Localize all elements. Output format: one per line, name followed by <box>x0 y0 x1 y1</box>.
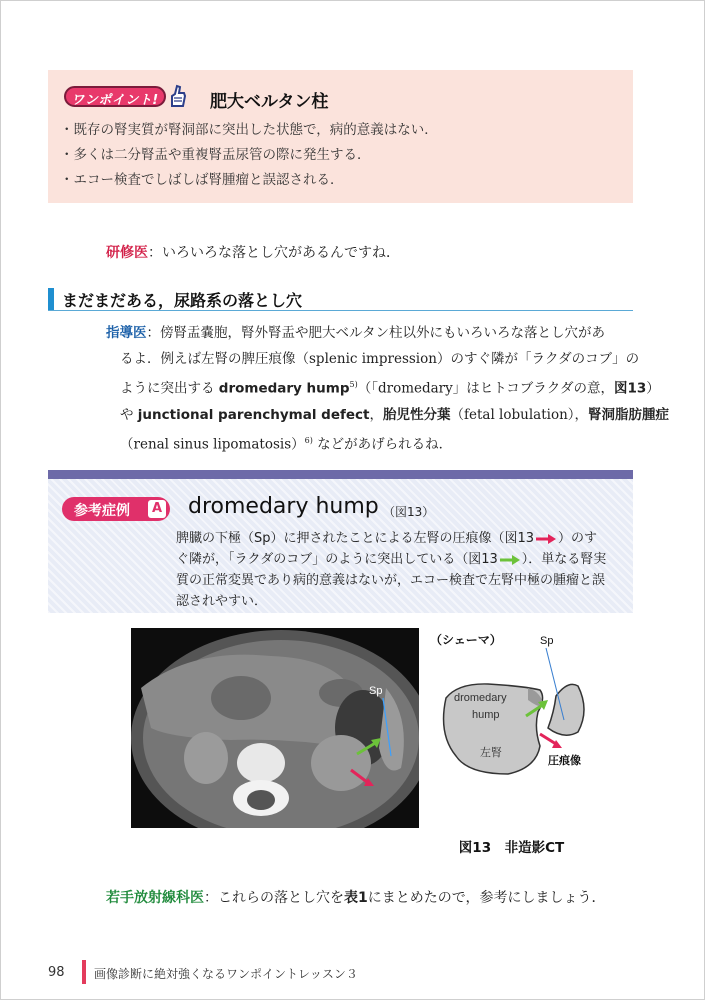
onepoint-box <box>48 70 633 203</box>
dialog-text: にまとめたので，参考にしましょう． <box>367 890 606 906</box>
case-text: 質の正常変異であり病的意義はないが，エコー検査で左腎中極の腫瘤と誤 <box>176 573 606 588</box>
para-text: （renal sinus lipomatosis） <box>120 436 305 452</box>
ct-label-sp: Sp <box>369 685 383 697</box>
onepoint-pill <box>64 86 166 107</box>
reference-sup: 6) <box>304 435 313 445</box>
para-line <box>106 346 640 372</box>
case-text: ）．単なる腎実 <box>521 552 607 567</box>
ct-image <box>131 628 419 828</box>
term-junctional: junctional parenchymal defect <box>137 406 370 423</box>
case-line <box>176 549 621 570</box>
para-text: るよ．例えば左腎の脾圧痕像（splenic impression）のすぐ隣が「ラクダのコブ」の <box>120 351 640 367</box>
speaker-resident: 研修医 <box>106 245 148 261</box>
case-badge-letter: A <box>148 500 166 518</box>
term-sinus-lipomatosis: 腎洞脂肪腫症 <box>588 406 670 423</box>
para-text: ， <box>369 406 383 423</box>
para-text: や <box>120 406 138 423</box>
case-text: 脾臓の下極（Sp）に押されたことによる左腎の圧痕像（図13 <box>176 531 535 546</box>
schema-diagram <box>428 628 628 788</box>
case-box <box>48 470 633 613</box>
case-text: ）のす <box>558 531 598 546</box>
instructor-paragraph <box>106 320 670 457</box>
para-text: ） <box>646 380 660 397</box>
list-item: ・エコー検査でしばしば腎腫瘤と誤認される． <box>60 172 344 188</box>
schema-label-sp: Sp <box>540 635 554 647</box>
para-text: （fetal lobulation）， <box>450 406 589 423</box>
case-badge-label: 参考症例 <box>74 503 130 519</box>
red-arrow-icon <box>540 734 556 744</box>
red-arrow-icon <box>534 533 558 545</box>
onepoint-badge <box>64 84 184 108</box>
footer-title: 画像診断に絶対強くなるワンポイントレッスン３ <box>94 967 358 981</box>
para-text: （「dromedary」はヒトコブラクダの意， <box>357 380 614 397</box>
dialog-text: ：これらの落とし穴を <box>204 890 344 906</box>
case-line <box>176 591 621 612</box>
para-text: ：傍腎盂嚢胞，腎外腎盂や肥大ベルタン柱以外にもいろいろな落とし穴があ <box>146 325 605 341</box>
para-text: ように突出する <box>120 380 219 397</box>
case-badge <box>62 497 170 521</box>
case-description <box>176 528 621 612</box>
green-arrow-icon <box>498 554 522 566</box>
para-text: などがあげられるね． <box>312 436 453 452</box>
footer-bar <box>82 960 86 984</box>
page-number: 98 <box>48 965 65 980</box>
case-line <box>176 570 621 591</box>
para-line <box>106 372 660 402</box>
case-title: dromedary hump <box>188 494 379 519</box>
figure-caption <box>0 836 705 856</box>
dialog-radiologist <box>106 887 605 907</box>
para-line <box>106 402 670 428</box>
section-heading <box>48 287 633 311</box>
case-text: ぐ隣が，「ラクダのコブ」のように突出している（図13 <box>176 552 498 567</box>
figure-ref: 図13 <box>613 380 647 397</box>
figure-caption-text: 図13 非造影CT <box>458 840 565 856</box>
list-item: ・既存の腎実質が腎洞部に突出した状態で，病的意義はない． <box>60 122 438 138</box>
table-ref: 表1 <box>344 890 368 906</box>
term-fetal-lobulation: 胎児性分葉 <box>382 406 451 423</box>
case-text: 認されやすい． <box>176 594 268 609</box>
para-line <box>106 428 634 458</box>
pointing-hand-icon <box>168 84 188 108</box>
schema-label-impression: 圧痕像 <box>548 755 581 767</box>
schema-title: （シェーマ） <box>430 633 502 647</box>
section-heading-text: まだまだある，尿路系の落とし穴 <box>62 291 303 310</box>
dialog-resident <box>106 242 400 262</box>
onepoint-title: 肥大ベルタン柱 <box>210 92 329 112</box>
case-line <box>176 528 621 549</box>
reference-sup: 5) <box>349 380 358 389</box>
schema-label-dromedary: dromedary <box>454 692 507 704</box>
speaker-radiologist: 若手放射線科医 <box>106 890 204 906</box>
onepoint-list <box>60 118 438 193</box>
list-item: ・多くは二分腎盂や重複腎盂尿管の際に発生する． <box>60 147 371 163</box>
onepoint-badge-label: ワンポイント! <box>71 93 159 108</box>
para-line <box>106 320 634 346</box>
schema-label-kidney: 左腎 <box>480 747 502 759</box>
section-heading-bar <box>48 288 54 310</box>
schema-label-hump: hump <box>472 709 500 721</box>
term-dromedary-hump: dromedary hump <box>218 380 350 397</box>
speaker-instructor: 指導医 <box>106 325 147 341</box>
case-topbar <box>48 470 633 479</box>
case-title-ref: （図13） <box>383 505 435 519</box>
dialog-text: ：いろいろな落とし穴があるんですね． <box>148 245 400 261</box>
